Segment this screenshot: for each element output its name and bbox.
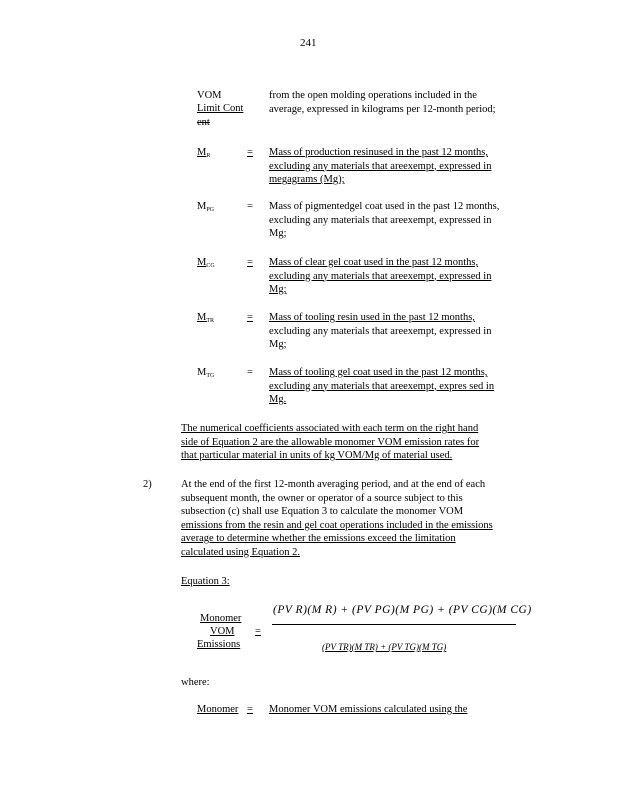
definition-line: Mass of tooling resin used in the past 12 months, [269,312,475,323]
definition-line: excluding any materials that areexempt, expres sed in [269,380,495,392]
paragraph-line: that particular material in units of kg VOM/Mg of material used. [181,450,453,461]
equals-sign: = [247,704,253,715]
definition-line: Mass of tooling gel coat used in the past 12 months, [269,367,488,378]
equals-sign: = [247,312,253,323]
paragraph-line: The numerical coefficients associated with each term on the right hand [181,423,479,434]
equation-numerator: (PV R)(M R) + (PV PG)(M PG) + (PV CG)(M CG) [273,604,532,616]
definition-line: Mass of clear gel coat used in the past 12 months, [269,257,479,268]
definition-m-tr [269,311,529,352]
equals-sign: = [255,626,261,637]
symbol-m-cg: $M_{CG}$ [197,257,215,269]
definition-line: Mg. [269,394,287,405]
equals-sign: = [247,257,253,268]
definition-line: excluding any materials that areexempt, expressed in [269,214,492,226]
equation-label: Equation 3: [181,576,230,587]
definition-line: Mass of production resinused in the past 12 months, [269,147,489,158]
paragraph-line: emissions from the resin and gel coat operations included in the emissions [181,519,493,531]
definition-line: Mg; [269,228,287,239]
paragraph-line: At the end of the first 12-month averaging period, and at the end of each [181,479,486,490]
definition-m-cg [269,256,529,297]
equals-sign: = [247,367,253,378]
definition-line: Mass of pigmentedgel coat used in the past 12 months, [269,201,500,212]
monomer-definition: Monomer VOM emissions calculated using the [269,704,468,715]
symbol-m-tr: $M_{TR}$ [197,312,215,324]
definition-line: excluding any materials that areexempt, expressed in [269,160,492,172]
equation-denominator: (PV TR)(M TR) + (PV TG)(M TG) [322,642,447,652]
page-number: 241 [300,37,317,49]
definition-m-r [269,146,529,187]
vom-limit-term-line2: Limit Cont [197,103,244,114]
vom-limit-description [269,89,529,116]
paragraph-line: calculated using Equation 2. [181,546,300,558]
definition-line: Mg; [269,284,287,295]
item-2-paragraph [181,478,531,559]
vom-limit-term-line1: VOM [197,90,222,101]
lhs-monomer: Monomer [200,613,242,624]
definition-line: excluding any materials that areexempt, expressed in [269,270,492,282]
definition-line: Mg; [269,339,287,350]
definition-line: megagrams (Mg); [269,174,345,185]
lhs-emissions: Emissions [197,639,241,650]
paragraph-line: average to determine whether the emissions exceed the limitation [181,533,456,544]
equals-sign: = [247,201,253,212]
where-label: where: [181,677,210,688]
coefficients-paragraph [181,422,523,463]
paragraph-line: subsection (c) shall use Equation 3 to calculate the monomer VOM [181,506,464,517]
definition-line: excluding any materials that areexempt, expressed in [269,325,492,337]
monomer-term: Monomer [197,704,239,715]
symbol-m-tg: $M_{TG}$ [197,367,215,379]
paragraph-line: side of Equation 2 are the allowable monomer VOM emission rates for [181,436,480,448]
paragraph-line: subsequent month, the owner or operator of a source subject to this [181,492,463,504]
definition-m-tg [269,366,529,407]
symbol-m-pg: $M_{PG}$ [197,201,215,213]
equals-sign: = [247,147,253,158]
definition-m-pg [269,200,529,241]
symbol-m-r: $M_R$ [197,147,211,159]
vom-limit-desc-line2: average, expressed in kilograms per 12-month period; [269,103,496,115]
vom-limit-term-line3: ent [197,117,210,128]
vom-limit-desc-line1: from the open molding operations included in the [269,90,477,101]
lhs-vom: VOM [210,626,235,637]
item-number: 2) [143,479,152,490]
fraction-bar [272,624,516,625]
